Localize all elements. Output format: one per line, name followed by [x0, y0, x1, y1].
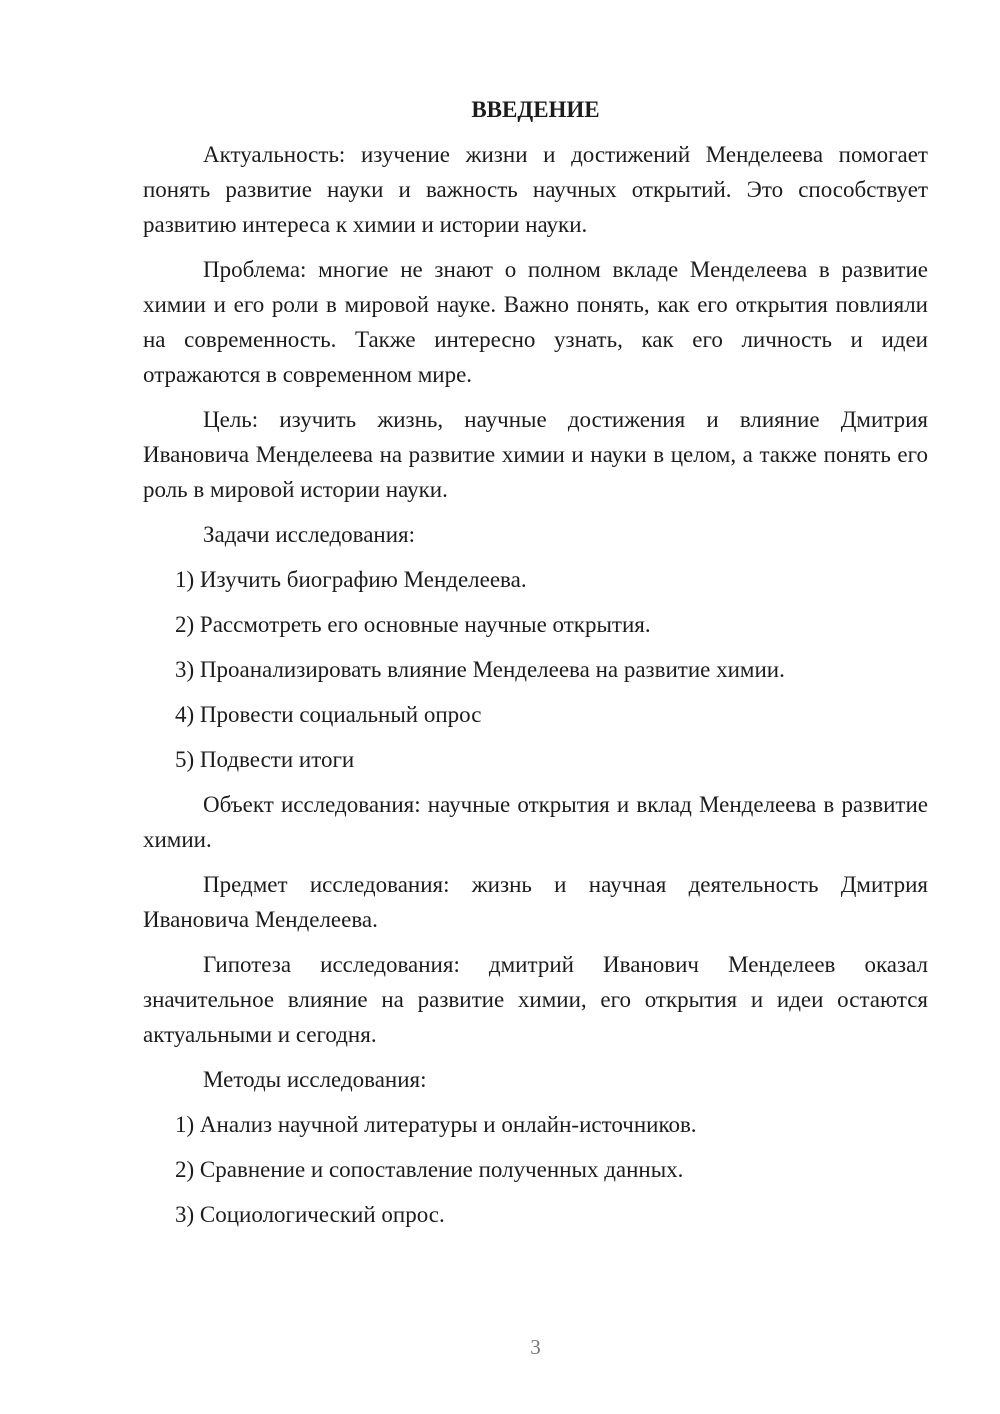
task-item: 1) Изучить биографию Менделеева.	[175, 567, 527, 592]
tasks-list	[143, 562, 928, 777]
subject-paragraph: Предмет исследования: жизнь и научная деятельность Дмитрия Ивановича Менделеева.	[143, 872, 928, 932]
method-item: 3) Социологический опрос.	[175, 1202, 445, 1227]
task-item: 5) Подвести итоги	[175, 747, 355, 772]
hypothesis-paragraph: Гипотеза исследования: дмитрий Иванович Менделеев оказал значительное влияние на развитие химии, его открытия и идеи остаются актуальными и сегодня.	[143, 952, 928, 1047]
goal-paragraph: Цель: изучить жизнь, научные достижения и влияние Дмитрия Ивановича Менделеева на развитие химии и науки в целом, а также понять его роль в мировой истории науки.	[143, 407, 928, 502]
methods-heading: Методы исследования:	[203, 1067, 427, 1092]
method-item: 2) Сравнение и сопоставление полученных данных.	[175, 1157, 684, 1182]
page-number: 3	[530, 1335, 541, 1359]
tasks-heading: Задачи исследования:	[203, 522, 416, 547]
task-item: 3) Проанализировать влияние Менделеева на развитие химии.	[175, 657, 785, 682]
problem-paragraph: Проблема: многие не знают о полном вкладе Менделеева в развитие химии и его роли в мировой науке. Важно понять, как его открытия повлияли на современность. Также интересно узнать, как его личность и идеи отражаются в современном мире.	[143, 257, 928, 387]
task-item: 2) Рассмотреть его основные научные открытия.	[175, 612, 651, 637]
document-page	[143, 92, 928, 1242]
methods-list	[143, 1107, 928, 1232]
relevance-paragraph: Актуальность: изучение жизни и достижений Менделеева помогает понять развитие науки и важность научных открытий. Это способствует развитию интереса к химии и истории науки.	[143, 142, 928, 237]
section-title: ВВЕДЕНИЕ	[471, 97, 600, 122]
method-item: 1) Анализ научной литературы и онлайн-источников.	[175, 1112, 697, 1137]
object-paragraph: Объект исследования: научные открытия и вклад Менделеева в развитие химии.	[143, 792, 928, 852]
task-item: 4) Провести социальный опрос	[175, 702, 482, 727]
